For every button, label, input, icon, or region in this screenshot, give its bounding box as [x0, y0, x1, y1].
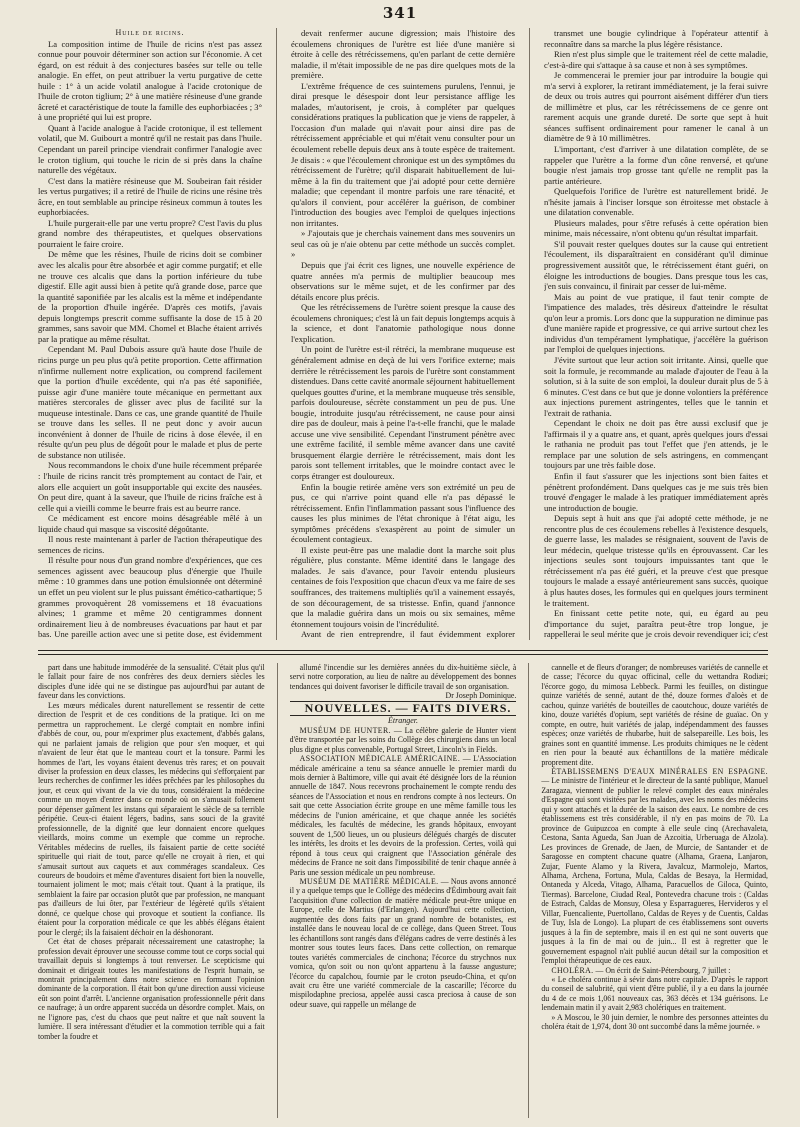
paragraph: Je commencerai le premier jour par introduire la bougie qui m'a servi à explorer, la retirant immédiatement, je la ferai suivre de deux ou trois autres qui pourront aisément différer d'un tiers de millimètre et plus, car les rétrécissemens de ce genre ont rarement acquis une grande dureté. De sorte que sept à huit séances suffisent ordinairement pour ramener le canal à un diamètre de 9 à 10 millimètres.	[544, 70, 768, 144]
paragraph: La composition intime de l'huile de ricins n'est pas assez connue pour pouvoir déterminer son action sur l'économie. A cet égard, on est réduit à des conjectures basées sur telle ou telle analogie. En effet, on peut attribuer la vertu purgative de cette huile : 1° à un acide volatil analogue à l'acide crotonique de l'huile de croton tiglium; 2° à une matière résineuse d'une grande âcreté et caractéristique de toute la famille des euphorbiacées ; 3° à une propriété qui lui est propre.	[38, 38, 262, 123]
upper-section	[38, 28, 768, 640]
paragraph: part dans une habitude immodérée de la sensualité. C'était plus qu'il le fallait pour faire de nos confrères des deux derniers siècles les disciples d'une idée qui ne se distingue pas aujourd'hui par autant de faveur dans les convictions.	[38, 663, 265, 701]
paragraph: Avant de rien entreprendre, il faut évidemment explorer	[301, 629, 515, 640]
lower-column-1	[38, 663, 265, 1118]
paragraph: » J'ajoutais que je cherchais vainement dans mes souvenirs un seul cas où je n'aie obtenu par cette méthode un succès complet. »	[291, 228, 515, 260]
news-item-heading: ÉTABLISSEMENS D'EAUX MINÉRALES EN ESPAGNE.	[551, 766, 768, 776]
paragraph: Il résulte pour nous d'un grand nombre d'expériences, que ces semences agissent avec beaucoup plus d'énergie que l'huile même : 10 grammes dans une potion émulsionnée ont déterminé un effet un peu violent sur le plus puissant émético-cathartique; 5 grammes provoquèrent 28 vomissemens et 18 évacuations alvines; 1 gramme et même 20 centigrammes donnent ordinairement lieu à de nombreuses évacuations par haut et par bas. Une pareille action avec une si petite dose, est évidemment	[38, 555, 262, 640]
column-divider	[529, 28, 530, 640]
paragraph: Cet état de choses préparait nécessairement une catastrophe; la profession devait éprouver une secousse comme tout ce corps social qui travaillait depuis si longtemps à tout renverser. Le scepticisme qui dominait et dirigeait toutes les manifestations de l'esprit humain, se montrait principalement dans notre science en formant l'opinion dominante de la corporation. Il était bon qu'une direction aussi vicieuse eût son point d'arrêt. L'ancienne organisation professionnelle périt dans ce naufrage; à un ordre apparent succéda un désordre complet. Mais, on ne l'ignore pas, c'est du chaos que peut naître et que naît souvent la lumière. Il sera intéressant d'étudier et la commotion terrible qui a fait tomber la foudre et	[38, 937, 265, 1041]
paragraph	[541, 767, 768, 966]
paragraph: Les mœurs médicales durent naturellement se ressentir de cette direction de l'esprit et de ces conditions de la pratique. Ici on me permettra un rapprochement. Le clergé comptait en nombre infini d'abbés de cour, ou, pour m'exprimer plus exactement, d'abbés galans, qui ne parlaient jamais de religion que pour s'en moquer, et qui n'avaient de leur état que le manteau court et la tonsure. Parmi les hommes de l'art, les voyans étaient devenus très rares; et on pouvait diviser la profession en deux classes, les médecins qui s'efforçaient par leurs recherches de confirmer les idées prêchées par les philosophes du jour, et ceux qui vivant de la vie du tous, considéraient la médecine comme un moyen d'entrer dans ce monde où on s'amusait follement pour dépenser gaîment les instans qui séparaient le siècle de sa terrible péripétie. Ceux-ci étaient légers, badins, sans souci de la gravité professionnelle, de la dignité que leur donnaient encore quelques vieillards, moins comme un exemple que comme un reproche. Véritables médecins de ruelles, ils faisaient partie de cette société spirituelle qui riait de tout, parce qu'elle ne croyait à rien, et qui s'amusait surtout aux caquets et aux commérages scandaleux. Ces coureurs de boudoirs et même d'aventures disaient fort bien la nouvelle, tournaient joliment le mot; mais c'était tout. Quant à la pratique, ils semblaient la faire par occasion plutôt que par profession, ne manquant pas d'ailleurs de lui ôter, par l'extérieur de légèreté qu'ils s'étaient donné, ce quelque chose qui provoque et soutient la confiance. Ils étaient pour la corporation médicale ce que les abbés élégans étaient pour le clergé; ils la faisaient déchoir en la déshonorant.	[38, 700, 265, 937]
lower-column-2	[290, 663, 517, 1118]
paragraph: Depuis sept à huit ans que j'ai adopté cette méthode, je ne rencontre plus de ces écoulemens rebelles à l'existence desquels, de guerre lasse, les malades se résignaient, souvent de l'avis de leur médecin, quelque tristesse qu'ils en éprouvassent. Car les injections seules sont toujours impuissantes tant que le rétrécissement n'a pas été guéri, et la preuve c'est que presque toujours le malade a essayé antérieurement sans succès, quoique à plus hautes doses, les formules qui en quelques jours terminent le traitement.	[544, 513, 768, 608]
paragraph: Enfin la bougie retirée amène vers son extrémité un peu de pus, ce qui n'arrive point quand elle n'a pas dépassé le rétrécissement. Enfin l'inflammation passant sous l'influence des causes les plus minimes de l'état chronique à l'état aigu, les symptômes précédens s'exaspèrent au point de simuler un écoulement contagieux.	[291, 481, 515, 545]
paragraph: C'est dans la matière résineuse que M. Soubeiran fait résider les vertus purgatives; il a retiré de l'huile de ricins une résine très âcre, en tout semblable au principe résineux commun à toutes les euphorbiacées.	[38, 175, 262, 218]
paragraph: allumé l'incendie sur les dernières années du dix-huitième siècle, à servi notre corporation, au lieu de naître au développement des bonnes tendances qui doivent favoriser le difficile travail de son organisation.	[289, 663, 517, 691]
paragraph: Plusieurs malades, pour s'être refusés à cette opération bien minime, mais nécessaire, n'ont obtenu qu'un résultat imparfait.	[544, 217, 768, 239]
paragraph: Mais au point de vue pratique, il faut tenir compte de l'impatience des malades, très désireux d'atteindre le résultat qu'on leur a promis. Lors donc que la suppuration ne diminue pas d'une manière rapide et progressive, ce qui arrive surtout chez les individus d'un tempérament lymphatique, j'accélère la guérison par l'emploi de quelques injections.	[544, 291, 768, 355]
paragraph: Que les rétrécissemens de l'urètre soient presque la cause des écoulemens chroniques; c'est là un fait depuis longtemps acquis à la science, et dont l'anatomie pathologique nous donne l'explication.	[291, 302, 515, 344]
paragraph	[290, 726, 517, 754]
paragraph	[290, 754, 517, 877]
paragraph: Quant à l'acide analogue à l'acide crotonique, il est tellement volatil, que M. Guibourt a montré qu'il ne restait pas dans l'huile. Cependant un pareil principe viendrait confirmer l'analogie avec le croton tiglium, qui touche le ricin de si près dans la chaîne naturelle des végétaux.	[38, 122, 262, 176]
news-item-heading: MUSÉUM DE MATIÈRE MÉDICALE.	[299, 876, 439, 886]
news-item-heading: ASSOCIATION MÉDICALE AMÉRICAINE.	[299, 754, 461, 764]
paragraph: Cependant M. Paul Dubois assure qu'à haute dose l'huile de ricins purge un peu plus qu'à petite proportion. Cette affirmation n'infirme nullement notre explication, ou comprend facilement que la portion d'huile excédente, qui n'a pas été saponifiée, puisse agir d'une manière toute mécanique en permettant aux matières stercorales de glisser avec plus de facilité sur la muqueuse intestinale. Dans ce cas, une grande quantité de l'huile se trouve dans les selles. Il ne peut donc y avoir aucun inconvénient à donner de l'huile de ricins à dose élevée, il en résulte qu'un peu plus de dégoût pour le malade et plus de perte de substance non utilisée.	[38, 344, 262, 460]
paragraph: Quelquefois l'orifice de l'urètre est naturellement bridé. Je n'hésite jamais à l'inciser lorsque son étroitesse met obstacle à une dilatation convenable.	[544, 186, 768, 218]
news-item-text: — On écrit de Saint-Pétersbourg, 7 juillet :	[593, 965, 731, 975]
column-divider	[276, 28, 277, 640]
paragraph: De même que les résines, l'huile de ricins doit se combiner avec les alcalis pour être absorbée et agir comme purgatif; et elle ne trouve ces alcalis que dans la portion inférieure du tube digestif. Elle agit aussi bien à petite qu'à grande dose, parce que la quantité saponifiée par les alcalis est la même et indépendante de la proportion d'huile ingérée. D'après ces motifs, j'avais depuis longtemps prescrit comme suffisante la dose de 15 à 20 grammes, sans savoir que MM. Chomel et Blache étaient arrivés par la pratique au même résultat.	[38, 249, 262, 344]
paragraph: S'il pouvait rester quelques doutes sur la cause qui entretient l'écoulement, ils disparaîtraient en considérant qu'il diminue progressivement aussitôt que, le rétrécissement étant guéri, on éloigne les introductions de bougies. Dans presque tous les cas, j'en suis convaincu, il finirait par cesser de lui-même.	[544, 238, 768, 292]
paragraph: Ce médicament est encore moins désagréable mêlé à un liquide chaud qui masque sa viscosité dégoûtante.	[38, 513, 262, 534]
signature: Dr Joseph Dominique.	[445, 691, 517, 701]
paragraph: transmet une bougie cylindrique à l'opérateur attentif à reconnaître dans sa marche la plus légère résistance.	[544, 28, 768, 49]
paragraph: Enfin il faut s'assurer que les injections sont bien faites et pénètrent profondément. Dans quelques cas je me suis très bien trouvé d'engager le malade à les pratiquer immédiatement après une introduction de bougie.	[544, 470, 768, 513]
paragraph: L'extrême fréquence de ces suintemens purulens, l'ennui, je dirai presque le désespoir dont leur persistance afflige les malades, m'autorisent, je crois, à compléter par quelques considérations pratiques la publication que je viens de rappeler, à l'occasion d'un malade qui n'avait pour ainsi dire pas de rétrécissement appréciable et qui m'était venu consulter pour un écoulement rebelle depuis deux ans à toute espèce de traitement. Je disais : « que l'écoulement chronique est un des symptômes du rétrécissement de l'urètre; qu'il disparait habituellement de lui-même à la fin du traitement que j'ai adopté pour cette dernière maladie; que cependant il montre parfois une rare ténacité, et qu'alors il convient, pour accélérer la guérison, de combiner l'introduction des bougies avec l'emploi de quelques injections non irritantes.	[291, 80, 515, 228]
paragraph: Il nous reste maintenant à parler de l'action thérapeutique des semences de ricins.	[38, 534, 262, 555]
paragraph: cannelle et de fleurs d'oranger; de nombreuses variétés de cannelle et de casse; l'écorce du quyac officinal, celle du wettandra Rodiæi; l'écorce gogo, du mimosa Lebbeck. Parmi les feuilles, on distingue quinze variétés de senné, autant de thé, douze formes d'aloès et de cachou, quinze variétés de bouteilles de caoutchouc, douze variétés de kino, douze variétés d'opium, sept variétés de résine de guaïac. On y compte, en outre, huit variétés de jalap, indépendamment des fausses espèces; onze variétés de rhubarbe, huit de salsepareille. Les bois, les graines sont en quantité immense. Les produits chimiques ne le cèdent en rien pour la beauté aux échantillons de la matière médicale proprement dite.	[541, 663, 768, 767]
paragraph: Rien n'est plus simple que le traitement réel de cette maladie, c'est-à-dire qui s'attaque à sa cause et non à ses symptômes.	[544, 49, 768, 70]
paragraph: Il existe peut-être pas une maladie dont la marche soit plus régulière, plus constante. Même identité dans le langage des malades. Je sais d'avance, pour l'avoir entendu plusieurs centaines de fois l'exposition que chacun d'eux va me faire de ses souffrances, des traitemens multipliés qu'il a vainement essayés, de son découragement, de sa tristesse. Enfin, quand j'annonce que la maladie guérira dans un mois ou six semaines, même étonnement toujours voisin de l'incrédulité.	[291, 544, 515, 629]
paragraph: J'évite surtout que leur action soit irritante. Ainsi, quelle que soit la formule, je recommande au malade d'ajouter de l'eau à la solution, si à la suite de son emploi, la douleur durait plus de 5 à 6 minutes. C'est dans ce but que je donne volontiers la préférence aux injections purement astringentes, telles que le tannin et l'extrait de rathania.	[544, 354, 768, 418]
paragraph: Nous recommandons le choix d'une huile récemment préparée : l'huile de ricins rancit très promptement au contact de l'air, et alors elle acquiert un goût insupportable qui excite des nausées. On peut dire, quant à la saveur, que l'huile de ricins fraîche est à celle qui a vieilli comme le beurre frais est au beurre rance.	[38, 460, 262, 513]
page-number: 341	[382, 4, 418, 22]
lower-section	[38, 663, 768, 1118]
paragraph: En finissant cette petite note, qui, eu égard au peu d'importance du sujet, paraîtra peut-être trop longue, je rappellerai le seul mérite que je crois devoir revendiquer ici; c'est	[544, 608, 768, 640]
paragraph	[541, 966, 768, 975]
news-item-text: — L'Association médicale américaine a tenu sa séance annuelle le premier mardi du mois dernier à Baltimore, ville qui avait été désignée lors de la réunion annuelle de 1847. Nous recevrons prochainement le compte rendu des séances de l'Association et nous en rendrons compte à nos lecteurs. On sait que cette Association écrite groupe en une même famille tous les médecins de l'union américaine, et que chaque année les sociétés médicales, les facultés de médecine, les grands hôpitaux, envoyant souvent de 1,500 lieues, un ou plusieurs délégués chargés de discuter les intérêts, les droits et les devoirs de la profession. Certes, voilà qui répond à tous ceux qui craignent que l'Association générale des médecins de France ne soit dans l'impossibilité de tenir chaque année à Paris une session médicale un peu nombreuse.	[289, 754, 517, 877]
section-rule	[38, 654, 768, 655]
paragraph: Depuis que j'ai écrit ces lignes, une nouvelle expérience de quatre années m'a permis de multiplier beaucoup mes observations sur le même sujet, et de les confirmer par des détails encore plus précis.	[291, 260, 515, 302]
news-item-text: — La célèbre galerie de Hunter vient d'être transportée par les soins du Collège des chirurgiens dans un local plus digne et plus convenable, Portugal Street, Lincoln's in Fields.	[289, 725, 517, 754]
upper-column-1	[38, 28, 262, 640]
news-item-heading: CHOLÉRA.	[551, 965, 594, 975]
news-item-text: — Le ministre de l'intérieur et le directeur de la santé publique, Manuel Zaragaza, viennent de publier le relevé complet des eaux minérales d'Espagne qui sont visitées par les malades, avec les noms des médecins qui y sont attachés et la durée de la saison des eaux. Le nombre de ces établissemens est très considérable, il n'y en pas moins de 70. La province de Guipuzcoa en compte à elle seule cinq (Arechavaleta, Cestona, Santa Agueda, San Juan de Azcoitia, Urberuaga de Alzola). Les provinces de Grenade, de Jaen, de Murcie, de Santander et de Saragosse en comptent chacune quatre (Alhama, Graena, Lanjaron, Zujar, Fuente Alamo y la Rivera, Javalcuz, Marmolejo, Martos, Alhama, Archena, Fortuna, Mula, Caldas de Besaya, la Hermidad, Ontaneda y Alceda, Vitago, Alhama, Paracuellos de Giloca, Quinto, Tiermas). Barcelone, Ciudad Real, Pontevedra chacune trois : (Caldas de Estrach, Caldas de Monsuy, Olesa y Esparragueres, Hervideros y el Villar, Fuencaliente, Puertollano, Caldas de Reyes y de Cuentis, Caldas de Tuy, Isla de Longo). La plupart de ces établissemens sont ouverts jusques à la fin de septembre, mais il en est qui ne sont ouverts que jusques à la fin de mai ou de juin... Il est à regretter que le gouvernement espagnol n'ait publié aucun détail sur la composition et l'emploi thérapeutique de ces eaux.	[541, 776, 768, 966]
paragraph: L'important, c'est d'arriver à une dilatation complète, de se rappeler que l'urètre a la forme d'un cône renversé, et qu'une bougie n'est jamais trop grosse tant qu'elle ne remplit pas la partie antérieure.	[544, 144, 768, 186]
paragraph: L'huile purgerait-elle par une vertu propre? C'est l'avis du plus grand nombre des thérapeutistes, et quelques observations pourraient le faire croire.	[38, 217, 262, 249]
news-item-text: — Nous avons annoncé il y a quelque temps que le Collège des médecins d'Édimbourg avait fait l'acquisition d'une collection de matière médicale peut-être unique en Europe, celle de Martius (d'Erlangen). Aujourd'hui cette collection, augmentée des dons faits par un grand nombre de botanistes, est installée dans le nouveau local de ce collège, dans Queen Street. Tous les échantillons sont rangés dans d'élégans cadres de verre destinés à les montrer sous toutes leurs faces. Dans cette collection, on remarque toutes variétés commerciales de cinchona; l'écorce du strychnos nux vomica, qu'on soit ou non qu'ont appartenu à la fausse angusture; l'écorce du capalchou, fournie par le croton pseudo-China, et qu'on avait cru être une variété commerciale de la cascarille; l'écorce du mispilodaphne preciosa, appelée aussi casca preciosa à cause de son odeur suave, qui rappelle un mélange de	[289, 876, 517, 1009]
section-heading: Étranger.	[388, 716, 418, 726]
paragraph: devait renfermer aucune digression; mais l'histoire des écoulemens chroniques de l'urètre est liée d'une manière si étroite à celle des rétrécissemens, qu'en parlant de cette dernière maladie, il m'était impossible de ne pas dire quelques mots de la première.	[291, 28, 515, 81]
column-divider	[277, 663, 278, 1118]
paragraph: Un point de l'urètre est-il rétréci, la membrane muqueuse est généralement admise en deçà de lui vers l'orifice externe; mais derrière le rétrécissement les parois de l'urètre sont constamment distendues. Dans cette cavité anormale séjournent habituellement quelques gouttes d'urine, et la membrane muqueuse très sensible, parfois douloureuse, sécrète constamment un peu de pus. Une bougie, introduite jusqu'au rétrécissement, ne cause pour ainsi dire pas de douleur, mais à peine l'a-t-elle franchi, que le malade accuse une vive sensibilité. Cependant l'instrument pénètre avec une extrême facilité, il semble même avancer dans une cavité brusquement élargie derrière le rétrécissement, mais dont les parois sont tellement irritables, que le moindre contact avec le corps étranger est douloureux.	[291, 344, 515, 481]
lower-column-3	[541, 663, 768, 1118]
paragraph: Cependant le choix ne doit pas être aussi exclusif que je l'affirmais il y a quatre ans, et quant, après quelques jours d'essai le rathania ne produit pas tout l'effet que j'en attends, je le remplace par une solution de sels astringens, en commençant toujours par une très faible dose.	[544, 418, 768, 471]
paragraph: « Le choléra continue à sévir dans notre capitale. D'après le rapport du conseil de salubrité, qui vient d'être publié, il y a eu dans la journée du 4 de ce mois 1,061 nouveaux cas, 363 décès et 134 guérisons. Le lendemain matin il y avait 2,983 cholériques en traitement.	[541, 974, 768, 1013]
section-heading: NOUVELLES. — FAITS DIVERS.	[290, 701, 517, 716]
upper-column-3	[544, 28, 768, 640]
section-rule	[38, 650, 768, 651]
news-item-heading: MUSÉUM DE HUNTER.	[299, 725, 391, 735]
upper-column-2	[291, 28, 515, 640]
column-divider	[528, 663, 529, 1118]
paragraph	[290, 877, 517, 1009]
section-heading: Huile de ricins.	[115, 28, 185, 37]
paragraph: » A Moscou, le 30 juin dernier, le nombre des personnes atteintes du choléra était de 1,974, dont 30 ont succombé dans la même journée. »	[541, 1012, 768, 1032]
